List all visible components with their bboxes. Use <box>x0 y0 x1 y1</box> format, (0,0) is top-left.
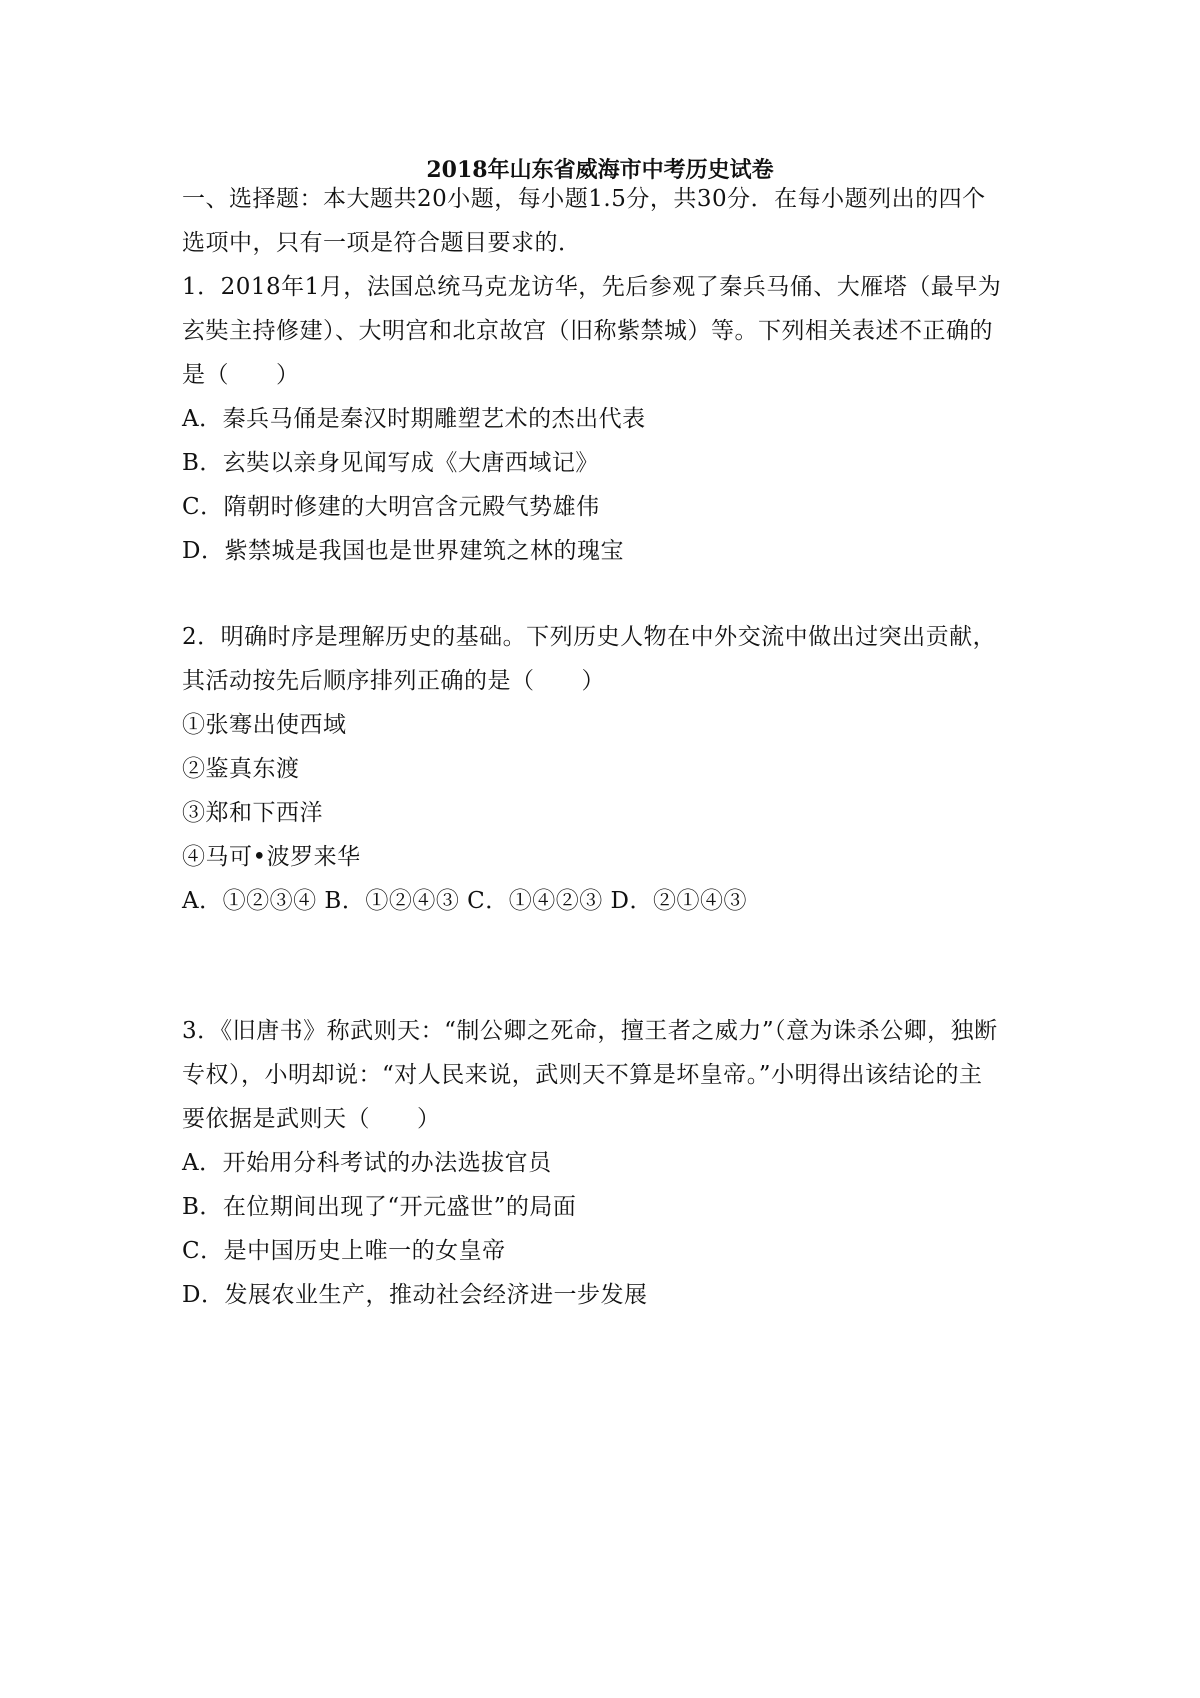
question-3-stem-line-1: 3．《旧唐书》称武则天：“制公卿之死命，擅王者之威力”（意为诛杀公卿，独断 <box>182 1018 998 1044</box>
page-title: 2018年山东省威海市中考历史试卷 <box>426 157 774 183</box>
question-2-item-4: ④马可•波罗来华 <box>182 844 361 870</box>
section-instructions-line-2: 选项中，只有一项是符合题目要求的． <box>182 230 582 256</box>
question-2-item-1: ①张骞出使西域 <box>182 712 347 738</box>
question-1-stem-line-1: 1．2018年1月，法国总统马克龙访华，先后参观了秦兵马俑、大雁塔（最早为 <box>182 274 1002 300</box>
question-1-option-d: D．紫禁城是我国也是世界建筑之林的瑰宝 <box>182 538 624 564</box>
question-2-stem-line-2: 其活动按先后顺序排列正确的是（ ） <box>182 668 605 694</box>
question-3-option-b: B．在位期间出现了“开元盛世”的局面 <box>182 1194 577 1220</box>
question-2-item-3: ③郑和下西洋 <box>182 800 323 826</box>
question-1-stem-line-3: 是（ ） <box>182 362 300 388</box>
question-2-item-2: ②鉴真东渡 <box>182 756 300 782</box>
question-3-stem-line-3: 要依据是武则天（ ） <box>182 1106 441 1132</box>
question-1-option-b: B．玄奘以亲身见闻写成《大唐西域记》 <box>182 450 599 476</box>
section-instructions-line-1: 一、选择题：本大题共20小题，每小题1.5分，共30分．在每小题列出的四个 <box>182 186 986 212</box>
question-2-stem-line-1: 2．明确时序是理解历史的基础。下列历史人物在中外交流中做出过突出贡献， <box>182 624 997 650</box>
question-3-option-c: C．是中国历史上唯一的女皇帝 <box>182 1238 506 1264</box>
question-3-option-a: A．开始用分科考试的办法选拔官员 <box>182 1150 552 1176</box>
question-3-stem-line-2: 专权），小明却说：“对人民来说，武则天不算是坏皇帝。”小明得出该结论的主 <box>182 1062 983 1088</box>
question-1-stem-line-2: 玄奘主持修建）、大明宫和北京故宫（旧称紫禁城）等。下列相关表述不正确的 <box>182 318 993 344</box>
question-1-option-c: C．隋朝时修建的大明宫含元殿气势雄伟 <box>182 494 600 520</box>
question-3-option-d: D．发展农业生产，推动社会经济进一步发展 <box>182 1282 648 1308</box>
question-2-options: A．①②③④ B．①②④③ C．①④②③ D．②①④③ <box>182 888 747 914</box>
question-1-option-a: A．秦兵马俑是秦汉时期雕塑艺术的杰出代表 <box>182 406 646 432</box>
